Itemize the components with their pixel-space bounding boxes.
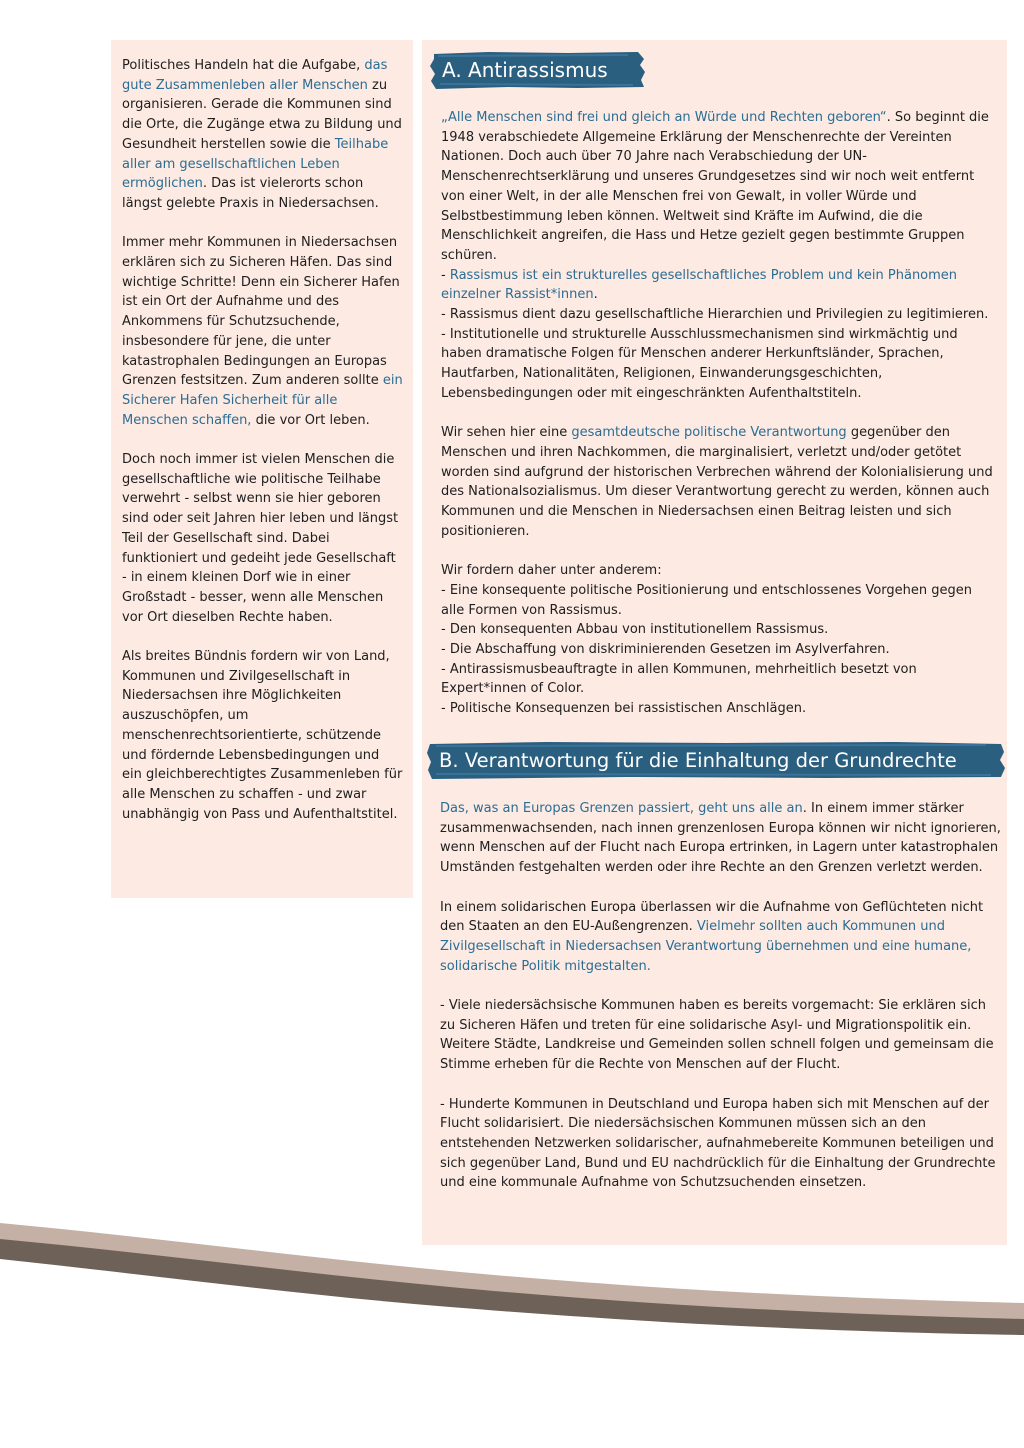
quote-text: „Alle Menschen sind frei und gleich an Würde und Rechten geboren“ — [441, 110, 887, 125]
section-b-title: B. Verantwortung für die Einhaltung der Grundrechte — [439, 748, 957, 772]
text: die vor Ort leben. — [251, 412, 370, 428]
section-b-paragraph-2 — [440, 898, 1005, 977]
highlight-text: Vielmehr sollten auch Kommunen und Zivilgesellschaft in Niedersachsen Verantwortung übernehmen und eine humane, solidarische Politik mitgestalten. — [440, 919, 972, 974]
left-paragraph-4: Als breites Bündnis fordern wir von Land, Kommunen und Zivilgesellschaft in Niedersachsen ihre Möglichkeiten auszuschöpfen, um menschenrechtsorientierte, schützende und fördernde Lebensbedingungen und ein gleichberechtigtes Zusammenleben für alle Menschen zu schaffen - und zwar unabhängig von Pass und Aufenthaltstitel. — [122, 649, 403, 822]
highlight-text: ein Sicherer Hafen Sicherheit für alle Menschen schaffen, — [122, 373, 403, 428]
text: Politisches Handeln hat die Aufgabe, — [122, 58, 365, 73]
text: . — [593, 287, 598, 303]
left-column-panel — [111, 40, 413, 898]
section-a-body — [441, 108, 993, 719]
highlight-text: gesamtdeutsche politische Verantwortung — [571, 425, 847, 441]
text: gegenüber den Menschen und ihren Nachkommen, die marginalisiert, verletzt und/oder getötet worden sind aufgrund der historischen Verbrechen während der Kolonialisierung und des Nationalsozialismus. Um dieser Verantwortung gerecht zu werden, können auch Kommunen und die Menschen in Niedersachsen einen Beitrag leisten und sich positionieren. — [441, 425, 993, 539]
demand-item: - Politische Konsequenzen bei rassistischen Anschlägen. — [441, 701, 807, 717]
section-a-heading — [428, 50, 646, 90]
text: . Das ist vielerorts schon längst gelebte Praxis in Niedersachsen. — [122, 176, 379, 211]
section-b-paragraph-1 — [440, 799, 1005, 878]
left-paragraph-2 — [122, 233, 403, 430]
demand-item: - Die Abschaffung von diskriminierenden Gesetzen im Asylverfahren. — [441, 641, 890, 657]
left-paragraph-1 — [122, 56, 403, 214]
text: zu organisieren. Gerade die Kommunen sind die Orte, die Zugänge etwa zu Bildung und Gesundheit herstellen sowie die — [122, 77, 402, 152]
section-b-heading — [426, 740, 1006, 780]
section-a-paragraph-2 — [441, 423, 993, 541]
text: . In einem immer stärker zusammenwachsenden, nach innen grenzenlosen Europa können wir nicht ignorieren, wenn Menschen auf der Flucht nach Europa ertrinken, in Lagern unter katastrophalen Umständen festgehalten werden oder ihre Rechte an den Grenzen verletzt werden. — [440, 801, 1001, 876]
section-a-bullet-1 — [441, 266, 993, 305]
section-a-bullet-3: - Institutionelle und strukturelle Ausschlussmechanismen sind wirkmächtig und haben dramatische Folgen für Menschen anderer Herkunftsländer, Sprachen, Hautfarben, Nationalitäten, Religionen, Einwanderungsgeschichten, Lebensbedingungen oder mit eingeschränkten Aufenthaltstiteln. — [441, 326, 958, 401]
demand-item: - Eine konsequente politische Positionierung und entschlossenes Vorgehen gegen alle Formen von Rassismus. — [441, 582, 973, 618]
demand-item: - Den konsequenten Abbau von institutionellem Rassismus. — [441, 622, 829, 638]
highlight-text: Das, was an Europas Grenzen passiert, geht uns alle an — [440, 801, 803, 816]
highlight-text: das gute Zusammenleben aller Menschen — [122, 58, 388, 93]
section-b-paragraph-4: - Hunderte Kommunen in Deutschland und Europa haben sich mit Menschen auf der Flucht solidarisiert. Die niedersächsischen Kommunen müssen sich an den entstehenden Netzwerken solidarischer, aufnahmebereite Kommunen beteiligen und sich gegenüber Land, Bund und EU nachdrücklich für die Einhaltung der Grundrechte und eine kommunale Aufnahme von Schutzsuchenden einsetzen. — [440, 1096, 996, 1191]
highlight-text: Rassismus ist ein strukturelles gesellschaftliches Problem und kein Phänomen einzelner Rassist*innen — [441, 267, 958, 303]
demands-intro: Wir fordern daher unter anderem: — [441, 563, 662, 579]
section-b-paragraph-3: - Viele niedersächsische Kommunen haben es bereits vorgemacht: Sie erklären sich zu Sicheren Häfen und treten für eine solidarische Asyl- und Migrationspolitik ein. Weitere Städte, Landkreise und Gemeinden sollen schnell folgen und gemeinsam die Stimme erheben für die Rechte von Menschen auf der Flucht. — [440, 998, 994, 1073]
dash: - — [441, 267, 450, 283]
text: In einem solidarischen Europa überlassen wir die Aufnahme von Geflüchteten nicht den Staaten an den EU-Außengrenzen. — [440, 899, 984, 935]
text: . So beginnt die 1948 verabschiedete Allgemeine Erklärung der Menschenrechte der Vereinten Nationen. Doch auch über 70 Jahre nach Verabschiedung der UN-Menschenrechtserklärung und unseres Grundgesetzes sind wir noch weit entfernt von einer Welt, in der alle Menschen frei von Gewalt, in voller Würde und Selbstbestimmung leben können. Weltweit sind Kräfte im Aufwind, die die Menschlichkeit angreifen, die Hass und Hetze gezielt gegen bestimmte Gruppen schüren. — [441, 110, 989, 263]
section-b-body — [440, 799, 1005, 1213]
left-paragraph-3: Doch noch immer ist vielen Menschen die gesellschaftliche wie politische Teilhabe verwehrt - selbst wenn sie hier geboren sind oder seit Jahren hier leben und längst Teil der Gesellschaft sind. Dabei funktioniert und gedeiht jede Gesellschaft - in einem kleinen Dorf wie in einer Großstadt - besser, wenn alle Menschen vor Ort dieselben Rechte haben. — [122, 452, 399, 625]
section-a-paragraph-1 — [441, 108, 993, 266]
highlight-text: Teilhabe aller am gesellschaftlichen Leben ermöglichen — [122, 136, 389, 192]
section-a-title: A. Antirassismus — [442, 58, 608, 82]
text: Wir sehen hier eine — [441, 425, 572, 441]
section-a-bullet-2: - Rassismus dient dazu gesellschaftliche Hierarchien und Privilegien zu legitimieren. — [441, 307, 989, 323]
demand-item: - Antirassismusbeauftragte in allen Kommunen, mehrheitlich besetzt von Expert*innen of Color. — [441, 661, 917, 697]
decorative-wave — [0, 1195, 1024, 1355]
text: Immer mehr Kommunen in Niedersachsen erklären sich zu Sicheren Häfen. Das sind wichtige Schritte! Denn ein Sicherer Hafen ist ein Ort der Aufnahme und des Ankommens für Schutzsuchende, insbesondere für jene, die unter katastrophalen Bedingungen an Europas Grenzen festsitzen. Zum anderen sollte — [122, 235, 400, 389]
